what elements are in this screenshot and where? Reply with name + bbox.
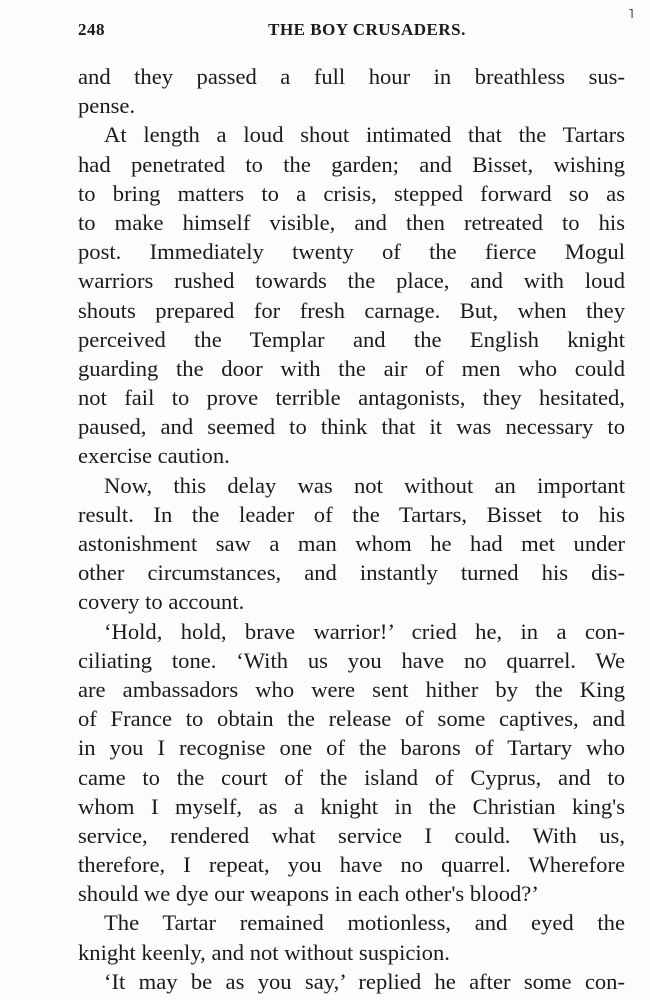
text-line: exercise caution. [78,443,230,469]
text-line: Now, this delay was not without an important [104,472,625,498]
text-line: in you I recognise one of the barons of Tartary who [78,735,625,761]
text-line: astonishment saw a man whom he had met under [78,531,625,556]
text-line: paused, and seemed to think that it was necessary to [78,414,625,440]
text-line: other circumstances, and instantly turned his dis- [78,560,625,586]
text-line: to bring matters to a crisis, stepped forward so as [78,180,625,206]
text-line: whom I myself, as a knight in the Christian king's [78,793,625,819]
running-title: THE BOY CRUSADERS. [268,20,466,39]
text-line: warriors rushed towards the place, and with loud [78,268,625,294]
body-text [78,62,625,996]
text-line: therefore, I repeat, you have no quarrel. Wherefore [78,852,625,878]
text-line: covery to account. [78,589,245,615]
text-line: and they passed a full hour in breathless sus- [78,64,625,89]
text-line: had penetrated to the garden; and Bisset, wishing [78,151,625,177]
text-line: ciliating tone. ‘With us you have no quarrel. We [78,647,625,673]
text-line: came to the court of the island of Cyprus, and to [78,764,625,790]
text-line: The Tartar remained motionless, and eyed the [104,910,625,936]
page-number: 248 [78,20,105,39]
text-line: of France to obtain the release of some captives, and [78,706,625,732]
text-line: ‘Hold, hold, brave warrior!’ cried he, in a con- [104,618,625,644]
text-line: to make himself visible, and then retreated to his [78,209,625,235]
text-line: ‘It may be as you say,’ replied he after some con- [104,968,625,994]
text-line: are ambassadors who were sent hither by the King [78,676,625,702]
text-line: result. In the leader of the Tartars, Bisset to his [78,501,625,527]
text-line: knight keenly, and not without suspicion. [78,939,450,965]
text-line: perceived the Templar and the English knight [78,326,625,352]
text-line: post. Immediately twenty of the fierce Mogul [78,239,625,265]
text-line: not fail to prove terrible antagonists, they hesitated, [78,385,625,411]
text-line: should we dye our weapons in each other's blood?’ [78,881,539,907]
text-line: service, rendered what service I could. With us, [78,822,625,848]
text-line: shouts prepared for fresh carnage. But, when they [78,297,625,323]
text-line: guarding the door with the air of men who could [78,355,625,381]
corner-mark: ˥ [628,6,634,21]
text-line: At length a loud shout intimated that the Tartars [104,122,625,148]
page-header [78,6,634,44]
text-line: pense. [78,93,136,119]
